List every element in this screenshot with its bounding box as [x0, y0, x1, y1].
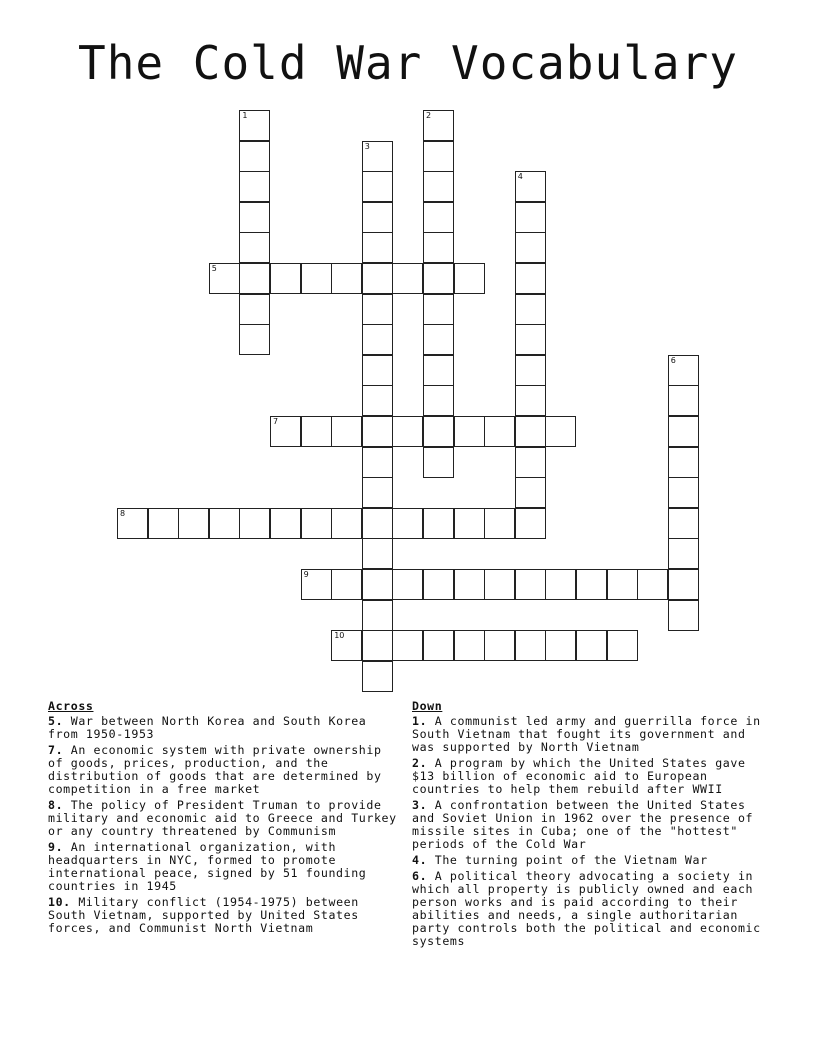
- grid-cell[interactable]: [454, 569, 485, 600]
- cell-number: 4: [517, 172, 523, 182]
- grid-cell[interactable]: [270, 416, 301, 447]
- grid-cell[interactable]: [331, 508, 362, 539]
- grid-cell[interactable]: [239, 324, 270, 355]
- grid-cell[interactable]: [668, 600, 699, 631]
- grid-cell[interactable]: [423, 416, 454, 447]
- grid-cell[interactable]: [239, 171, 270, 202]
- grid-cell[interactable]: [668, 569, 699, 600]
- grid-cell[interactable]: [515, 630, 546, 661]
- grid-cell[interactable]: [239, 508, 270, 539]
- grid-cell[interactable]: [362, 232, 393, 263]
- grid-cell[interactable]: [668, 538, 699, 569]
- grid-cell[interactable]: [423, 232, 454, 263]
- grid-cell[interactable]: [484, 416, 515, 447]
- cell-number: 3: [364, 141, 370, 151]
- grid-cell[interactable]: [362, 324, 393, 355]
- grid-cell[interactable]: [270, 508, 301, 539]
- grid-cell[interactable]: [668, 355, 699, 386]
- grid-cell[interactable]: [454, 263, 485, 294]
- grid-cell[interactable]: [423, 110, 454, 141]
- grid-cell[interactable]: [484, 508, 515, 539]
- grid-cell[interactable]: [362, 600, 393, 631]
- grid-cell[interactable]: [515, 202, 546, 233]
- grid-cell[interactable]: [576, 630, 607, 661]
- grid-cell[interactable]: [668, 416, 699, 447]
- grid-cell[interactable]: [423, 171, 454, 202]
- grid-cell[interactable]: [362, 202, 393, 233]
- grid-cell[interactable]: [515, 508, 546, 539]
- grid-cell[interactable]: [301, 416, 332, 447]
- grid-cell[interactable]: [515, 569, 546, 600]
- grid-cell[interactable]: [423, 630, 454, 661]
- down-heading: Down: [412, 699, 443, 713]
- grid-cell[interactable]: [668, 385, 699, 416]
- grid-cell[interactable]: [423, 141, 454, 172]
- grid-cell[interactable]: [515, 477, 546, 508]
- clue-down-2: 2. A program by which the United States gave $13 billion of economic aid to European countries to help them rebuild after WWII: [412, 756, 746, 796]
- grid-cell[interactable]: [454, 508, 485, 539]
- cell-number: 2: [426, 111, 432, 120]
- grid-cell[interactable]: [362, 477, 393, 508]
- grid-cell[interactable]: [423, 447, 454, 478]
- grid-cell[interactable]: [331, 416, 362, 447]
- down-clues: [412, 700, 772, 951]
- grid-cell[interactable]: [362, 630, 393, 661]
- grid-cell[interactable]: [209, 508, 240, 539]
- grid-cell[interactable]: [301, 263, 332, 294]
- grid-cell[interactable]: [392, 630, 423, 661]
- clue-down-6: 6. A political theory advocating a society in which all property is publicly owned and each person works and is paid according to their abilities and needs, a single authoritarian party controls both the political and economic systems: [412, 869, 761, 948]
- grid-cell[interactable]: [423, 263, 454, 294]
- grid-cell[interactable]: [515, 447, 546, 478]
- grid-cell[interactable]: [178, 508, 209, 539]
- grid-cell[interactable]: [515, 232, 546, 263]
- cell-number: 7: [273, 417, 279, 426]
- clue-across-10: 10. Military conflict (1954-1975) between South Vietnam, supported by United States forces, and Communist North Vietnam: [48, 895, 359, 935]
- grid-cell[interactable]: [392, 416, 423, 447]
- grid-cell[interactable]: [423, 385, 454, 416]
- grid-cell[interactable]: [637, 569, 668, 600]
- clue-across-5: 5. War between North Korea and South Korea from 1950-1953: [48, 714, 367, 741]
- grid-cell[interactable]: [362, 141, 393, 172]
- grid-cell[interactable]: [545, 569, 576, 600]
- grid-cell[interactable]: [239, 263, 270, 294]
- grid-cell[interactable]: [423, 294, 454, 325]
- clue-down-1: 1. A communist led army and guerrilla force in South Vietnam that fought its government and was supported by North Vietnam: [412, 714, 761, 754]
- clue-down-4: 4. The turning point of the Vietnam War: [412, 853, 708, 867]
- grid-cell[interactable]: [301, 508, 332, 539]
- grid-cell[interactable]: [607, 630, 638, 661]
- grid-cell[interactable]: [331, 569, 362, 600]
- clue-across-9: 9. An international organization, with headquarters in NYC, formed to promote international peace, signed by 51 founding countries in 1945: [48, 840, 367, 893]
- grid-cell[interactable]: [515, 355, 546, 386]
- grid-cell[interactable]: [545, 630, 576, 661]
- grid-cell[interactable]: [668, 447, 699, 478]
- grid-cell[interactable]: [668, 508, 699, 539]
- grid-cell[interactable]: [362, 355, 393, 386]
- grid-cell[interactable]: [117, 508, 148, 539]
- clue-across-8: 8. The policy of President Truman to provide military and economic aid to Greece and Turkey or any country threatened by Communism: [48, 798, 397, 838]
- cell-number: 5: [211, 264, 217, 273]
- grid-cell[interactable]: [362, 385, 393, 416]
- cell-number: 1: [242, 111, 248, 120]
- grid-cell[interactable]: [484, 630, 515, 661]
- grid-cell[interactable]: [515, 171, 546, 202]
- grid-cell[interactable]: [607, 569, 638, 600]
- grid-cell[interactable]: [301, 569, 332, 600]
- grid-cell[interactable]: [545, 416, 576, 447]
- grid-cell[interactable]: [576, 569, 607, 600]
- grid-cell[interactable]: [515, 294, 546, 325]
- grid-cell[interactable]: [239, 110, 270, 141]
- grid-cell[interactable]: [423, 508, 454, 539]
- grid-cell[interactable]: [239, 232, 270, 263]
- grid-cell[interactable]: [515, 385, 546, 416]
- grid-cell[interactable]: [362, 661, 393, 692]
- cell-number: 6: [670, 355, 676, 365]
- grid-cell[interactable]: [515, 324, 546, 355]
- grid-cell[interactable]: [362, 508, 393, 539]
- grid-cell[interactable]: [423, 355, 454, 386]
- grid-cell[interactable]: [239, 141, 270, 172]
- grid-cell[interactable]: [515, 416, 546, 447]
- grid-cell[interactable]: [423, 202, 454, 233]
- grid-cell[interactable]: [362, 416, 393, 447]
- grid-cell[interactable]: [515, 263, 546, 294]
- grid-cell[interactable]: [484, 569, 515, 600]
- grid-cell[interactable]: [239, 202, 270, 233]
- grid-cell[interactable]: [423, 324, 454, 355]
- grid-cell[interactable]: [392, 263, 423, 294]
- grid-cell[interactable]: [331, 630, 362, 661]
- page-title: The Cold War Vocabulary: [78, 36, 738, 90]
- grid-cell[interactable]: [362, 294, 393, 325]
- grid-cell[interactable]: [209, 263, 240, 294]
- grid-cell[interactable]: [331, 263, 362, 294]
- cell-number: 9: [303, 570, 309, 579]
- grid-cell[interactable]: [392, 569, 423, 600]
- across-heading: Across: [48, 699, 94, 713]
- grid-cell[interactable]: [362, 171, 393, 202]
- grid-cell[interactable]: [362, 538, 393, 569]
- grid-cell[interactable]: [454, 630, 485, 661]
- grid-cell[interactable]: [239, 294, 270, 325]
- across-clues: [48, 700, 398, 938]
- clue-down-3: 3. A confrontation between the United States and Soviet Union in 1962 over the presence of missile sites in Cuba; one of the "hottest" periods of the Cold War: [412, 798, 754, 851]
- grid-cell[interactable]: [454, 416, 485, 447]
- clue-across-7: 7. An economic system with private ownership of goods, prices, production, and the distribution of goods that are determined by competition in a free market: [48, 743, 382, 796]
- grid-cell[interactable]: [668, 477, 699, 508]
- grid-cell[interactable]: [148, 508, 179, 539]
- grid-cell[interactable]: [392, 508, 423, 539]
- cell-number: 8: [120, 508, 126, 518]
- grid-cell[interactable]: [423, 569, 454, 600]
- grid-cell[interactable]: [362, 447, 393, 478]
- grid-cell[interactable]: [362, 263, 393, 294]
- cell-number: 10: [334, 631, 345, 641]
- grid-cell[interactable]: [270, 263, 301, 294]
- grid-cell[interactable]: [362, 569, 393, 600]
